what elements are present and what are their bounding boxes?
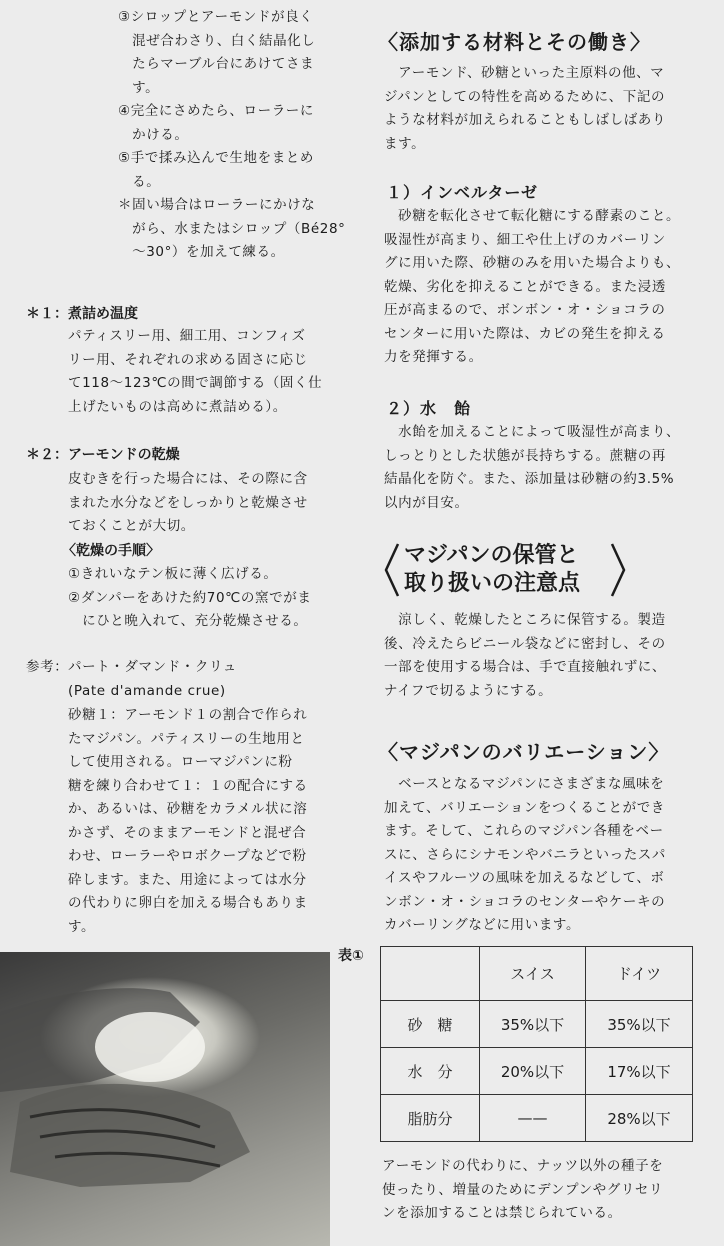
dry-steps [68,563,311,634]
note2-body [68,468,308,539]
dry-heading: 〈乾燥の手順〉 [62,543,160,559]
right-angle-bracket-icon [610,542,628,598]
ref-line: す。 [68,918,96,935]
variation-line: カバーリングなどに用います。 [384,917,581,933]
table-header-cell: ドイツ [586,947,693,1001]
note2-line: 皮むきを行った場合には、その際に含 [68,471,308,487]
table-label: 表① [338,948,364,964]
dry-line: にひと晩入れて、充分乾燥させる。 [68,613,308,629]
ref-line: かさず、そのままアーモンドと混ぜ合 [68,824,307,841]
step-line: ⑤手で揉み込んで生地をまとめ [118,150,315,166]
invertase-line: 吸湿性が高まり、細工や仕上げのカバーリン [384,231,666,248]
variation-line: スに、さらにシナモンやバニラといったスパ [384,846,666,863]
ref-body [68,704,308,939]
table-row [381,1001,693,1048]
step-line: ＊固い場合はローラーにかけな [118,197,316,213]
table-footnote [382,1155,663,1226]
invertase-line: 乾燥、劣化を抑えることができる。また浸透 [384,278,666,295]
step-line: がら、水またはシロップ（Bé28° [118,220,346,237]
table-cell: 35%以下 [586,1001,693,1048]
ref-line: して使用される。ローマジパンに粉 [68,754,293,770]
intro-line: ジパンとしての特性を高めるために、下記の [384,88,666,105]
dry-line: ①きれいなテン板に薄く広げる。 [68,566,278,582]
note2-line: ておくことが大切。 [68,518,195,534]
invertase-line: 圧が高まるので、ボンボン・オ・ショコラの [384,302,666,318]
table-cell: 35%以下 [480,1001,586,1048]
ref-line: の代わりに卵白を加える場合もありま [68,895,308,911]
marzipan-kneading-photo [0,952,330,1246]
note1-line: リー用、それぞれの求める固さに応じ [68,351,308,368]
table-cell: 28%以下 [586,1095,693,1142]
section-heading-additives: 〈添加する材料とその働き〉 [378,30,651,54]
storage-heading [382,540,632,600]
step-line: ④完全にさめたら、ローラーに [118,103,315,119]
storage-heading-line2: 取り扱いの注意点 [404,571,581,596]
syrup-line: 以内が目安。 [384,494,469,511]
step-line: かける。 [118,126,189,143]
step-line: 混ぜ合わさり、白く結晶化し [118,32,316,49]
section-heading-variations: 〈マジパンのバリエーション〉 [378,740,670,764]
ref-label: 参考： [26,659,69,675]
step-line: る。 [118,173,161,190]
variation-line: ます。そして、これらのマジパン各種をベー [384,823,664,839]
note1-body [68,325,322,419]
storage-line: 後、冷えたらビニール袋などに密封し、その [384,635,666,652]
note1-label: ＊１：煮詰め温度 [26,306,138,322]
note2-label: ＊２：アーモンドの乾燥 [26,447,180,463]
intro-line: ます。 [384,135,426,152]
step-line: ③シロップとアーモンドが良く [118,9,314,25]
storage-heading-line1: マジパンの保管と [404,543,579,568]
variation-line: ベースとなるマジパンにさまざまな風味を [384,776,665,792]
invertase-line: センターに用いた際は、カビの発生を抑える [384,325,666,342]
intro-line: ような材料が加えられることもしばしばあり [384,112,666,128]
table-cell: 砂 糖 [381,1001,480,1048]
starch-syrup-body [384,421,680,515]
ref-line: 砕します。また、用途によっては水分 [68,871,307,888]
note1-line: て118～123℃の間で調節する（固く仕 [68,375,323,391]
variation-line: ンボン・オ・ショコラのセンターやケーキの [384,893,666,910]
step-line: ～30°）を加えて練る。 [118,244,285,260]
note1-line: 上げたいものは高めに煮詰める）。 [68,398,287,415]
invertase-line: 力を発揮する。 [384,349,483,365]
subheading-starch-syrup: ２）水 飴 [386,399,472,418]
table-header-row [381,947,693,1001]
invertase-line: グに用いた際、砂糖のみを用いた場合よりも、 [384,255,681,271]
syrup-line: しっとりとした状態が長持ちする。蔗糖の再 [384,447,666,464]
ref-line: たマジパン。パティスリーの生地用と [68,730,305,747]
variation-line: 加えて、バリエーションをつくることができ [384,799,665,816]
footnote-line: ンを添加することは禁じられている。 [382,1205,622,1221]
composition-table [380,946,693,1142]
steps-list [118,6,346,265]
dry-line: ②ダンパーをあけた約70℃の窯でがま [68,589,312,606]
syrup-line: 水飴を加えることによって吸湿性が高まり、 [384,424,681,440]
invertase-body [384,205,680,370]
syrup-line: 結晶化を防ぐ。また、添加量は砂糖の約3.5% [384,471,675,487]
note1-line: パティスリー用、細工用、コンフィズ [68,328,306,344]
subheading-invertase: １）インベルターゼ [386,183,539,202]
ref-subtitle: (Pate d'amande crue) [68,683,226,699]
storage-line: 一部を使用する場合は、手で直接触れずに、 [384,659,666,675]
ref-title: パート・ダマンド・クリュ [68,659,237,675]
step-line: す。 [118,79,160,96]
table-header-cell: スイス [480,947,586,1001]
intro-line: アーモンド、砂糖といった主原料の他、マ [384,65,665,81]
ref-line: 砂糖１：アーモンド１の割合で作られ [68,707,308,723]
table-cell: —— [480,1095,586,1142]
storage-line: ナイフで切るようにする。 [384,682,553,699]
left-angle-bracket-icon [382,542,400,598]
variations-body [384,773,666,938]
table-header-cell [381,947,480,1001]
table-row [381,1048,693,1095]
ref-line: か、あるいは、砂糖をカラメル状に溶 [68,801,308,817]
ref-line: わせ、ローラーやロボクープなどで粉 [68,848,307,864]
note2-line: まれた水分などをしっかりと乾燥させ [68,494,308,511]
footnote-line: アーモンドの代わりに、ナッツ以外の種子を [382,1158,664,1174]
footnote-line: 使ったり、増量のためにデンプンやグリセリ [382,1181,664,1198]
table-cell: 脂肪分 [381,1095,480,1142]
storage-line: 涼しく、乾燥したところに保管する。製造 [384,612,666,628]
ref-line: 糖を練り合わせて１：１の配合にする [68,777,308,794]
additives-intro [384,62,666,156]
table-row [381,1095,693,1142]
hands-illustration [0,952,330,1246]
step-line: たらマーブル台にあけてさま [118,56,315,72]
table-cell: 水 分 [381,1048,480,1095]
variation-line: イスやフルーツの風味を加えるなどして、ボ [384,870,665,886]
table-cell: 17%以下 [586,1048,693,1095]
invertase-line: 砂糖を転化させて転化糖にする酵素のこと。 [384,208,681,224]
table-cell: 20%以下 [480,1048,586,1095]
storage-body [384,609,666,703]
